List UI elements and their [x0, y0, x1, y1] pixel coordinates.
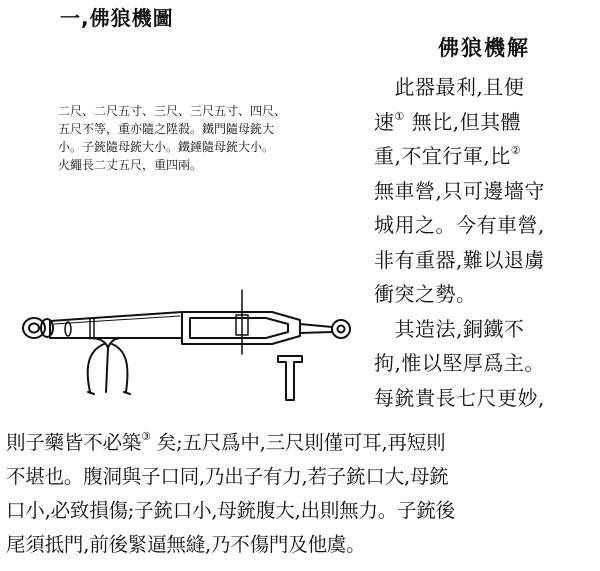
caption-line: 小。子銃隨母銃大小。鐵錘隨母銃大小。	[58, 140, 275, 154]
text-line: 此器最利,且便	[374, 75, 525, 99]
text-line	[374, 139, 594, 174]
text-line: 非有重器,難以退虜	[374, 247, 545, 272]
text-line	[6, 426, 596, 460]
wedge-pin	[278, 356, 302, 400]
explanation-title: 佛狼機解	[438, 36, 530, 60]
continued-text	[6, 426, 596, 562]
breech-chamber	[182, 290, 300, 354]
tail-handle	[300, 320, 350, 338]
folangji-cannon-illustration	[10, 282, 355, 422]
caption-line: 五尺不等，重亦隨之陞殺。鐵門隨母銃大	[58, 122, 275, 136]
barrel	[50, 312, 182, 338]
text-segment: 無比,但其體	[411, 109, 522, 134]
text-line: 尾須抵門,前後緊逼無縫,乃不傷門及他虞。	[6, 533, 366, 556]
footnote-marker: ①	[394, 109, 405, 123]
text-line: 城用之。今有車營,	[374, 213, 545, 237]
footnote-marker: ③	[141, 430, 151, 443]
explanation-column	[374, 32, 594, 415]
text-segment: 速	[374, 109, 395, 134]
text-line	[374, 105, 594, 140]
text-line: 口小,必致損傷;子銃口小,母銃腹大,出則無力。子銃後	[6, 499, 455, 522]
text-line: 其造法,銅鐵不	[374, 316, 525, 341]
diagram-caption	[58, 102, 323, 174]
text-line: 每銃貴長七尺更妙,	[374, 385, 545, 410]
footnote-marker: ②	[510, 144, 522, 157]
section-heading: 一,佛狼機圖	[60, 6, 174, 30]
text-line: 無車營,只可邊墻守	[374, 178, 545, 203]
caption-line: 火繩長二丈五尺，重四兩。	[58, 158, 203, 172]
text-segment: 重,不宜行軍,比	[374, 144, 511, 168]
caption-line: 二尺、二尺五寸、三尺、三尺五寸、四尺、	[58, 104, 287, 118]
text-line: 衝突之勢。	[374, 282, 477, 306]
text-segment: 則子藥皆不必築	[6, 431, 142, 454]
text-line: 拘,惟以堅厚爲主。	[374, 351, 545, 375]
text-line: 不堪也。腹洞與子口同,乃出子有力,若子銃口大,母銃	[6, 465, 449, 488]
muzzle-rings	[23, 318, 53, 338]
text-segment: 矣;五尺爲中,三尺則僅可耳,再短則	[156, 431, 446, 454]
support-fork	[88, 338, 130, 394]
